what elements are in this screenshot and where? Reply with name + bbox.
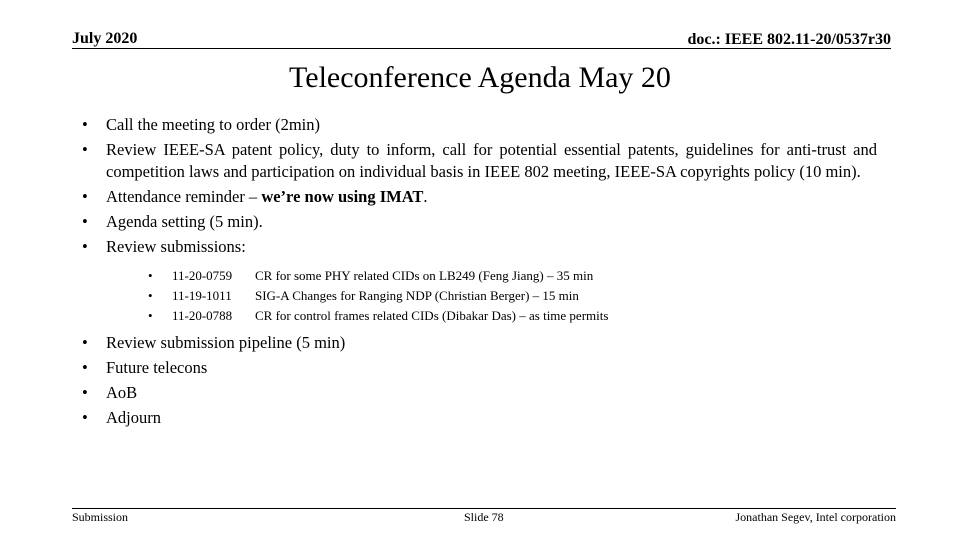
agenda-item-patent-policy: • Review IEEE-SA patent policy, duty to inform, call for potential essential patents, guidelines for anti-trust and competition laws and participation on individual basis in IEEE 802 meeting, IEEE-SA copyrights policy (10 min). (72, 139, 877, 183)
submission-id: 11-19-1011 (172, 288, 232, 303)
footer-slide-number: Slide 78 (464, 510, 504, 524)
slide-content (72, 114, 877, 432)
agenda-list (72, 114, 877, 429)
footer-submission: Submission (72, 510, 129, 524)
agenda-item-pipeline: • Review submission pipeline (5 min) (72, 332, 877, 354)
header-rule (72, 48, 891, 49)
submission-desc: CR for some PHY related CIDs on LB249 (Feng Jiang) – 35 min (255, 268, 594, 283)
submission-id: 11-20-0759 (172, 268, 233, 283)
submission-item (106, 306, 877, 326)
attendance-text: Attendance reminder – (106, 187, 262, 206)
submission-desc: SIG-A Changes for Ranging NDP (Christian Berger) – 15 min (255, 288, 579, 303)
submission-desc: CR for control frames related CIDs (Dibakar Das) – as time permits (255, 308, 609, 323)
agenda-item-attendance (72, 186, 877, 208)
agenda-item-adjourn: • Adjourn (72, 407, 877, 429)
submission-id: 11-20-0788 (172, 308, 233, 323)
attendance-punct: . (423, 187, 428, 206)
attendance-emphasis: we’re now using IMAT (261, 187, 424, 206)
slide-title: Teleconference Agenda May 20 (289, 61, 671, 94)
agenda-item-agenda-setting: • Agenda setting (5 min). (72, 211, 877, 233)
submission-item (106, 286, 877, 306)
footer-author: Jonathan Segev, Intel corporation (735, 510, 896, 524)
submission-list (106, 266, 877, 326)
agenda-item-review-submissions (72, 236, 877, 326)
footer-rule (72, 508, 896, 509)
agenda-item-aob: • AoB (72, 382, 877, 404)
header-date: July 2020 (72, 30, 138, 47)
review-submissions-label: Review submissions: (106, 237, 246, 256)
header-doc-id: doc.: IEEE 802.11-20/0537r30 (687, 31, 891, 48)
submission-item (106, 266, 877, 286)
agenda-item-call-to-order: • Call the meeting to order (2min) (72, 114, 877, 136)
agenda-item-future-telecons: • Future telecons (72, 357, 877, 379)
